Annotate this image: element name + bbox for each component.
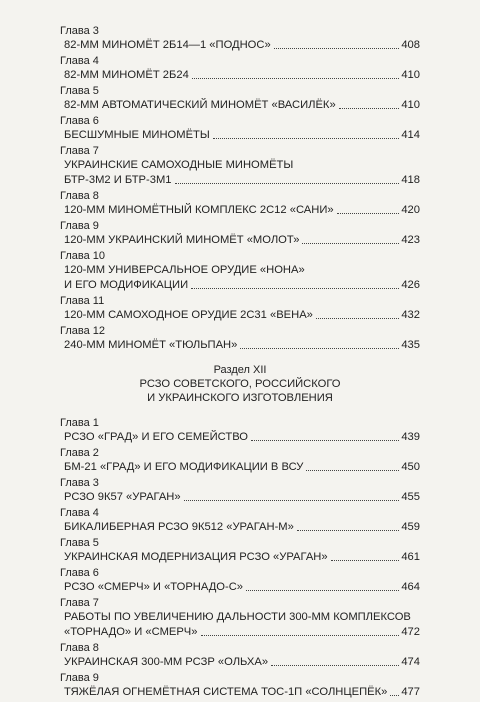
section-title-line2: И УКРАИНСКОГО ИЗГОТОВЛЕНИЯ <box>147 392 333 404</box>
chapter-label: Глава 9 <box>60 672 99 684</box>
toc-chapter <box>60 417 420 445</box>
toc-entry <box>60 203 420 218</box>
chapter-title: 120-ММ САМОХОДНОЕ ОРУДИЕ 2С31 «ВЕНА» <box>64 309 313 321</box>
chapter-title: БЕСШУМНЫЕ МИНОМЁТЫ <box>64 129 210 141</box>
toc-chapter <box>60 295 420 323</box>
chapter-label: Глава 3 <box>60 477 99 489</box>
dot-leader <box>339 108 400 109</box>
dot-leader <box>297 530 399 531</box>
toc-chapter <box>60 537 420 565</box>
chapter-label: Глава 7 <box>60 145 99 157</box>
toc-chapter <box>60 447 420 475</box>
toc-entry <box>60 520 420 535</box>
page-number: 477 <box>401 686 420 698</box>
toc-chapter <box>60 507 420 535</box>
section-number: Раздел XII <box>213 364 267 376</box>
chapter-label: Глава 10 <box>60 250 106 262</box>
toc-chapter <box>60 250 420 293</box>
chapter-title: БМ-21 «ГРАД» И ЕГО МОДИФИКАЦИИ В ВСУ <box>64 461 304 473</box>
dot-leader <box>337 213 400 214</box>
chapter-title: 120-ММ УКРАИНСКИЙ МИНОМЁТ «МОЛОТ» <box>64 234 300 246</box>
chapter-label: Глава 1 <box>60 417 99 429</box>
page-number: 408 <box>401 39 420 51</box>
toc-entry <box>60 98 420 113</box>
chapter-label: Глава 4 <box>60 55 99 67</box>
chapter-label: Глава 5 <box>60 537 99 549</box>
page-number: 439 <box>401 431 420 443</box>
dot-leader <box>246 590 399 591</box>
toc-chapter <box>60 325 420 353</box>
dot-leader <box>274 48 400 49</box>
toc-entry <box>60 550 420 565</box>
page-number: 461 <box>401 551 420 563</box>
toc-entry <box>60 308 420 323</box>
toc-entry <box>60 655 420 670</box>
chapter-label: Глава 2 <box>60 447 99 459</box>
toc-chapter <box>60 25 420 53</box>
dot-leader <box>251 440 399 441</box>
chapter-title: БИКАЛИБЕРНАЯ РСЗО 9К512 «УРАГАН-М» <box>64 521 294 533</box>
toc-entry <box>60 128 420 143</box>
toc-entry <box>60 338 420 353</box>
page-number: 435 <box>401 339 420 351</box>
toc-chapter <box>60 190 420 218</box>
chapter-label: Глава 7 <box>60 597 99 609</box>
toc-entry <box>60 173 420 188</box>
page-number: 474 <box>401 656 420 668</box>
toc-chapter <box>60 642 420 670</box>
page-number: 464 <box>401 581 420 593</box>
chapter-title: РСЗО «ГРАД» И ЕГО СЕМЕЙСТВО <box>64 431 249 443</box>
dot-leader <box>271 665 399 666</box>
toc-entry <box>60 490 420 505</box>
toc-entry <box>60 625 420 640</box>
chapter-list-before <box>60 25 420 353</box>
toc-entry <box>60 38 420 53</box>
page-number: 418 <box>401 174 420 186</box>
chapter-label: Глава 4 <box>60 507 99 519</box>
toc-entry <box>60 580 420 595</box>
toc-chapter <box>60 145 420 188</box>
toc-chapter <box>60 567 420 595</box>
chapter-label: Глава 12 <box>60 325 106 337</box>
dot-leader <box>306 470 399 471</box>
chapter-title: И ЕГО МОДИФИКАЦИИ <box>64 279 189 291</box>
toc-chapter <box>60 85 420 113</box>
dot-leader <box>390 695 399 696</box>
chapter-label: Глава 3 <box>60 25 99 37</box>
toc-chapter <box>60 597 420 640</box>
chapter-title: 240-ММ МИНОМЁТ «ТЮЛЬПАН» <box>64 339 238 351</box>
toc-entry <box>60 278 420 293</box>
chapter-label: Глава 6 <box>60 567 99 579</box>
page-number: 414 <box>401 129 420 141</box>
page-number: 450 <box>401 461 420 473</box>
chapter-title: РСЗО 9К57 «УРАГАН» <box>64 491 181 503</box>
page-number: 410 <box>401 69 420 81</box>
toc-chapter <box>60 55 420 83</box>
dot-leader <box>302 243 399 244</box>
chapter-title: РСЗО «СМЕРЧ» И «ТОРНАДО-С» <box>64 581 244 593</box>
page-number: 426 <box>401 279 420 291</box>
chapter-title: БТР-3М2 И БТР-3М1 <box>64 174 172 186</box>
toc-chapter <box>60 115 420 143</box>
page-number: 423 <box>401 234 420 246</box>
toc-chapter <box>60 220 420 248</box>
chapter-label: Глава 8 <box>60 190 99 202</box>
chapter-label: Глава 6 <box>60 115 99 127</box>
chapter-title: УКРАИНСКАЯ МОДЕРНИЗАЦИЯ РСЗО «УРАГАН» <box>64 551 328 563</box>
page-number: 455 <box>401 491 420 503</box>
chapter-title: УКРАИНСКАЯ 300-ММ РСЗР «ОЛЬХА» <box>64 656 269 668</box>
dot-leader <box>192 78 400 79</box>
chapter-list-after <box>60 417 420 700</box>
chapter-label: Глава 11 <box>60 295 105 307</box>
page-number: 410 <box>401 99 420 111</box>
table-of-contents <box>60 24 420 702</box>
page-number: 432 <box>401 309 420 321</box>
page-number: 472 <box>401 626 420 638</box>
toc-entry <box>60 233 420 248</box>
toc-entry <box>60 68 420 83</box>
dot-leader <box>201 635 400 636</box>
toc-chapter <box>60 672 420 700</box>
dot-leader <box>191 288 399 289</box>
page-number: 459 <box>401 521 420 533</box>
page-number: 420 <box>401 204 420 216</box>
dot-leader <box>240 348 399 349</box>
dot-leader <box>331 560 400 561</box>
dot-leader <box>184 500 400 501</box>
chapter-label: Глава 5 <box>60 85 99 97</box>
dot-leader <box>316 318 399 319</box>
chapter-title-line: 120-ММ УНИВЕРСАЛЬНОЕ ОРУДИЕ «НОНА» <box>64 264 305 276</box>
dot-leader <box>213 138 400 139</box>
chapter-label: Глава 9 <box>60 220 99 232</box>
section-title-line1: РСЗО СОВЕТСКОГО, РОССИЙСКОГО <box>139 378 341 390</box>
chapter-title: 82-ММ МИНОМЁТ 2Б14—1 «ПОДНОС» <box>64 39 271 51</box>
toc-chapter <box>60 477 420 505</box>
chapter-title-line: УКРАИНСКИЕ САМОХОДНЫЕ МИНОМЁТЫ <box>64 159 294 171</box>
chapter-label: Глава 8 <box>60 642 99 654</box>
dot-leader <box>175 183 400 184</box>
chapter-title-line: РАБОТЫ ПО УВЕЛИЧЕНИЮ ДАЛЬНОСТИ 300-ММ КОМПЛЕКСОВ <box>64 611 411 623</box>
chapter-title: «ТОРНАДО» И «СМЕРЧ» <box>64 626 198 638</box>
chapter-title: 82-ММ АВТОМАТИЧЕСКИЙ МИНОМЁТ «ВАСИЛЁК» <box>64 99 336 111</box>
chapter-title: 120-ММ МИНОМЁТНЫЙ КОМПЛЕКС 2С12 «САНИ» <box>64 204 334 216</box>
toc-entry <box>60 460 420 475</box>
chapter-title: ТЯЖЁЛАЯ ОГНЕМЁТНАЯ СИСТЕМА ТОС-1П «СОЛНЦЕПЁК» <box>64 686 388 698</box>
section-heading <box>60 363 420 405</box>
chapter-title: 82-ММ МИНОМЁТ 2Б24 <box>64 69 189 81</box>
toc-entry <box>60 430 420 445</box>
toc-entry <box>60 685 420 700</box>
